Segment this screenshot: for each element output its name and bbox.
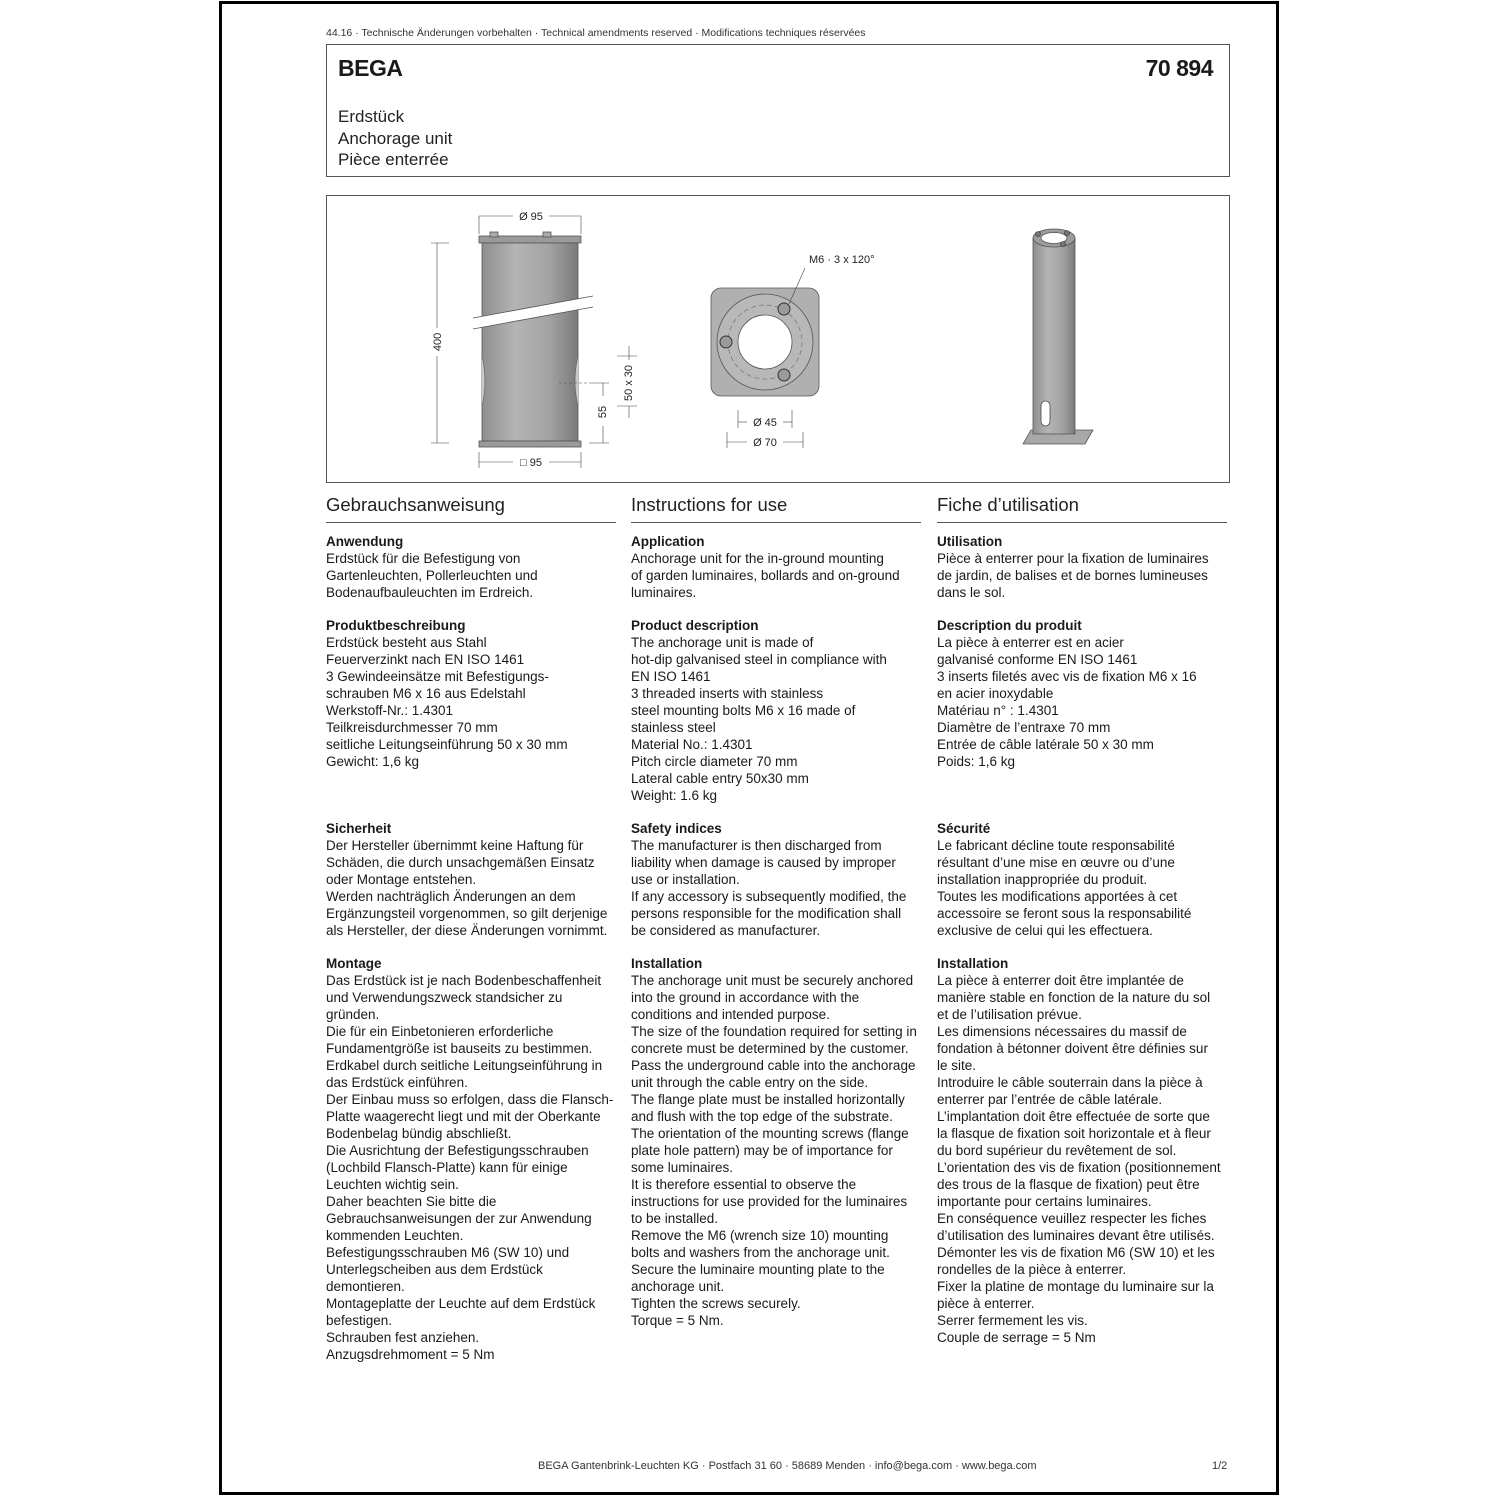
section-body [326, 634, 626, 770]
section-heading: Product description [631, 618, 759, 633]
product-name-de: Erdstück [338, 107, 405, 126]
text-line: hot-dip galvanised steel in compliance with [631, 652, 887, 667]
text-line: into the ground in accordance with the [631, 990, 860, 1005]
text-line: Die für ein Einbetonieren erforderliche [326, 1024, 554, 1039]
text-line: seitliche Leitungseinführung 50 x 30 mm [326, 737, 568, 752]
text-line: Werden nachträglich Änderungen an dem [326, 889, 576, 904]
text-line: (Lochbild Flansch-Platte) kann für einige [326, 1160, 568, 1175]
text-line: Platte waagerecht liegt und mit der Oberkante [326, 1109, 601, 1124]
section-body [326, 837, 626, 939]
text-line: stainless steel [631, 720, 716, 735]
column-french [937, 494, 1227, 1345]
dim-top-width: Ø 95 [519, 211, 543, 223]
text-line: Poids: 1,6 kg [937, 754, 1016, 769]
text-line: oder Montage entstehen. [326, 872, 477, 887]
text-line: Der Hersteller übernimmt keine Haftung für [326, 838, 584, 853]
section-body [937, 972, 1237, 1346]
technical-drawing [326, 195, 1230, 483]
column-title-en: Instructions for use [631, 494, 921, 523]
text-line: Erdstück für die Befestigung von [326, 551, 521, 566]
text-line: Leuchten wichtig sein. [326, 1177, 459, 1192]
text-line: enterrer par l’entrée de câble latérale. [937, 1092, 1163, 1107]
text-line: Daher beachten Sie bitte die [326, 1194, 497, 1209]
text-line: Werkstoff-Nr.: 1.4301 [326, 703, 454, 718]
text-line: The size of the foundation required for setting in [631, 1024, 917, 1039]
text-line: als Hersteller, der diese Änderungen vornimmt. [326, 923, 608, 938]
section-body [326, 972, 626, 1363]
text-line: instructions for use provided for the luminaires [631, 1194, 908, 1209]
text-line: installation inappropriée du produit. [937, 872, 1148, 887]
product-name-en: Anchorage unit [338, 128, 453, 148]
text-line: The orientation of the mounting screws (flange [631, 1126, 909, 1141]
text-line: Secure the luminaire mounting plate to the [631, 1262, 885, 1277]
section-securite [937, 820, 1237, 939]
text-line: Material No.: 1.4301 [631, 737, 753, 752]
text-line: 3 threaded inserts with stainless [631, 686, 824, 701]
text-line: des trous de la flasque de fixation) peut être [937, 1177, 1200, 1192]
text-line: du bord supérieur du revêtement de sol. [937, 1143, 1177, 1158]
text-line: steel mounting bolts M6 x 16 made of [631, 703, 856, 718]
text-line: Der Einbau muss so erfolgen, dass die Flansch- [326, 1092, 614, 1107]
text-line: Bodenaufbauleuchten im Erdreich. [326, 585, 534, 600]
text-line: L’orientation des vis de fixation (positionnement [937, 1160, 1221, 1175]
text-line: En conséquence veuillez respecter les fiches [937, 1211, 1207, 1226]
text-line: It is therefore essential to observe the [631, 1177, 857, 1192]
text-line: luminaires. [631, 585, 697, 600]
section-montage [326, 955, 626, 1363]
text-line: Démonter les vis de fixation M6 (SW 10) et les [937, 1245, 1215, 1260]
section-heading: Produktbeschreibung [326, 618, 466, 633]
text-line: La pièce à enterrer est en acier [937, 635, 1124, 650]
dim-cable-entry: 50 x 30 [623, 364, 635, 402]
text-line: Schrauben fest anziehen. [326, 1330, 480, 1345]
text-line: La pièce à enterrer doit être implantée de [937, 973, 1184, 988]
text-line: be considered as manufacturer. [631, 923, 821, 938]
text-line: unit through the cable entry on the side. [631, 1075, 869, 1090]
text-line: L’implantation doit être effectuée de sorte que [937, 1109, 1210, 1124]
text-line: and flush with the top edge of the substrate. [631, 1109, 893, 1124]
section-produktbeschreibung [326, 617, 626, 770]
text-line: Befestigungsschrauben M6 (SW 10) und [326, 1245, 570, 1260]
text-line: Die Ausrichtung der Befestigungsschrauben [326, 1143, 589, 1158]
text-line: Torque = 5 Nm. [631, 1313, 724, 1328]
section-body [937, 634, 1237, 770]
text-line: of garden luminaires, bollards and on-ground [631, 568, 900, 583]
text-line: et de l’utilisation prévue. [937, 1007, 1082, 1022]
text-line: Toutes les modifications apportées à cet [937, 889, 1178, 904]
text-line: Tighten the screws securely. [631, 1296, 801, 1311]
text-line: de jardin, de balises et de bornes lumineuses [937, 568, 1208, 583]
footer-address: BEGA Gantenbrink-Leuchten KG · Postfach 31 60 · 58689 Menden · info@bega.com · www.bega.com [538, 1460, 1037, 1472]
brand-logo: BEGA [338, 55, 403, 81]
section-heading: Description du produit [937, 618, 1082, 633]
text-line: The flange plate must be installed horizontally [631, 1092, 905, 1107]
text-line: concrete must be determined by the customer. [631, 1041, 909, 1056]
text-line: befestigen. [326, 1313, 393, 1328]
column-title-de: Gebrauchsanweisung [326, 494, 616, 523]
text-line: Pièce à enterrer pour la fixation de luminaires [937, 551, 1209, 566]
column-title-fr: Fiche d’utilisation [937, 494, 1227, 523]
text-line: The anchorage unit is made of [631, 635, 814, 650]
text-line: en acier inoxydable [937, 686, 1054, 701]
section-utilisation [937, 533, 1237, 601]
text-line: persons responsible for the modification shall [631, 906, 902, 921]
text-line: Anzugsdrehmoment = 5 Nm [326, 1347, 495, 1362]
text-line: d’utilisation des luminaires devant être utilisés. [937, 1228, 1215, 1243]
text-line: conditions and intended purpose. [631, 1007, 830, 1022]
section-heading: Montage [326, 956, 382, 971]
title-block [326, 44, 1230, 177]
section-anwendung [326, 533, 626, 601]
text-line: Diamètre de l’entraxe 70 mm [937, 720, 1111, 735]
text-line: to be installed. [631, 1211, 719, 1226]
section-safety-indices [631, 820, 931, 939]
text-line: Teilkreisdurchmesser 70 mm [326, 720, 498, 735]
dim-bottom-width: □ 95 [520, 457, 542, 469]
text-line: résultant d’une mise en œuvre ou d’une [937, 855, 1175, 870]
text-line: accessoire se feront sous la responsabilité [937, 906, 1192, 921]
section-body [631, 837, 931, 939]
section-heading: Utilisation [937, 534, 1003, 549]
text-line: gründen. [326, 1007, 380, 1022]
text-line: Pitch circle diameter 70 mm [631, 754, 798, 769]
text-line: liability when damage is caused by improper [631, 855, 896, 870]
dim-thread-label: M6 · 3 x 120° [809, 254, 875, 266]
column-german [326, 494, 616, 1362]
top-view-drawing [711, 254, 875, 449]
section-heading: Safety indices [631, 821, 722, 836]
section-body [631, 634, 931, 804]
section-sicherheit [326, 820, 626, 939]
text-line: Gartenleuchten, Pollerleuchten und [326, 568, 538, 583]
text-line: importante pour certains luminaires. [937, 1194, 1152, 1209]
section-body [937, 550, 1237, 601]
text-line: EN ISO 1461 [631, 669, 711, 684]
text-line: galvanisé conforme EN ISO 1461 [937, 652, 1138, 667]
text-line: Remove the M6 (wrench size 10) mounting [631, 1228, 889, 1243]
text-line: und Verwendungszweck standsicher zu [326, 990, 563, 1005]
text-line: Erdkabel durch seitliche Leitungseinführung in [326, 1058, 603, 1073]
section-heading: Anwendung [326, 534, 404, 549]
text-line: Erdstück besteht aus Stahl [326, 635, 487, 650]
text-line: Bodenbelag bündig abschließt. [326, 1126, 512, 1141]
side-view-drawing [473, 232, 593, 447]
page-number: 1/2 [1212, 1460, 1228, 1472]
text-line: demontieren. [326, 1279, 405, 1294]
text-line: some luminaires. [631, 1160, 734, 1175]
text-line: pièce à enterrer. [937, 1296, 1035, 1311]
section-description-produit [937, 617, 1237, 770]
dim-entry-height: 55 [597, 405, 609, 419]
text-line: fondation à bétonner doivent être définies sur [937, 1041, 1208, 1056]
text-line: Weight: 1.6 kg [631, 788, 718, 803]
section-heading: Sicherheit [326, 821, 392, 836]
text-line: If any accessory is subsequently modified, the [631, 889, 907, 904]
text-line: kommenden Leuchten. [326, 1228, 464, 1243]
text-line: Pass the underground cable into the anchorage [631, 1058, 916, 1073]
text-line: la flasque de fixation soit horizontale et à fleur [937, 1126, 1211, 1141]
section-heading: Installation [937, 956, 1009, 971]
dim-pitch-diameter: Ø 70 [753, 437, 777, 449]
text-line: Entrée de câble latérale 50 x 30 mm [937, 737, 1154, 752]
text-line: Ergänzungsteil vorgenommen, so gilt derjenige [326, 906, 608, 921]
text-line: Introduire le câble souterrain dans la pièce à [937, 1075, 1203, 1090]
section-body [937, 837, 1237, 939]
dim-height: 400 [432, 332, 444, 352]
product-name-fr: Pièce enterrée [338, 150, 449, 169]
drawing-svg [327, 196, 1231, 484]
text-line: Anchorage unit for the in-ground mounting [631, 551, 884, 566]
section-heading: Installation [631, 956, 703, 971]
dim-inner-diameter: Ø 45 [753, 417, 777, 429]
text-line: Schäden, die durch unsachgemäßen Einsatz [326, 855, 595, 870]
text-line: Serrer fermement les vis. [937, 1313, 1088, 1328]
product-names [338, 106, 452, 171]
text-line: dans le sol. [937, 585, 1006, 600]
text-line: manière stable en fonction de la nature du sol [937, 990, 1211, 1005]
text-line: Das Erdstück ist je nach Bodenbeschaffenheit [326, 973, 602, 988]
text-line: Matériau n° : 1.4301 [937, 703, 1059, 718]
text-line: use or installation. [631, 872, 740, 887]
text-line: plate hole pattern) may be of importance for [631, 1143, 893, 1158]
section-installation-en [631, 955, 931, 1329]
text-line: 3 Gewindeeinsätze mit Befestigungs- [326, 669, 549, 684]
text-line: The anchorage unit must be securely anchored [631, 973, 914, 988]
text-line: Fundamentgröße ist bauseits zu bestimmen. [326, 1041, 593, 1056]
text-line: Montageplatte der Leuchte auf dem Erdstück [326, 1296, 596, 1311]
text-line: Gebrauchsanweisungen der zur Anwendung [326, 1211, 592, 1226]
section-installation-fr [937, 955, 1237, 1346]
section-heading: Application [631, 534, 705, 549]
text-line: Gewicht: 1,6 kg [326, 754, 420, 769]
section-body [631, 550, 931, 601]
text-line: 3 inserts filetés avec vis de fixation M6 x 16 [937, 669, 1197, 684]
article-number: 70 894 [1145, 55, 1213, 81]
section-body [631, 972, 931, 1329]
text-line: le site. [937, 1058, 977, 1073]
text-line: exclusive de celui qui les effectuera. [937, 923, 1153, 938]
column-english [631, 494, 921, 1328]
text-line: Unterlegscheiben aus dem Erdstück [326, 1262, 543, 1277]
text-line: Fixer la platine de montage du luminaire sur la [937, 1279, 1214, 1294]
text-line: anchorage unit. [631, 1279, 725, 1294]
text-line: Lateral cable entry 50x30 mm [631, 771, 809, 786]
text-line: Feuerverzinkt nach EN ISO 1461 [326, 652, 525, 667]
text-line: rondelles de la pièce à enterrer. [937, 1262, 1127, 1277]
section-product-description [631, 617, 931, 804]
perspective-view-drawing [1023, 229, 1093, 444]
text-line: das Erdstück einführen. [326, 1075, 468, 1090]
text-line: Couple de serrage = 5 Nm [937, 1330, 1096, 1345]
section-application [631, 533, 931, 601]
text-line: The manufacturer is then discharged from [631, 838, 882, 853]
section-heading: Sécurité [937, 821, 991, 836]
revision-notice: 44.16 · Technische Änderungen vorbehalten · Technical amendments reserved · Modifications techniques réservées [326, 27, 866, 39]
text-line: bolts and washers from the anchorage unit. [631, 1245, 890, 1260]
section-body [326, 550, 626, 601]
text-line: schrauben M6 x 16 aus Edelstahl [326, 686, 526, 701]
text-line: Le fabricant décline toute responsabilité [937, 838, 1175, 853]
text-line: Les dimensions nécessaires du massif de [937, 1024, 1187, 1039]
